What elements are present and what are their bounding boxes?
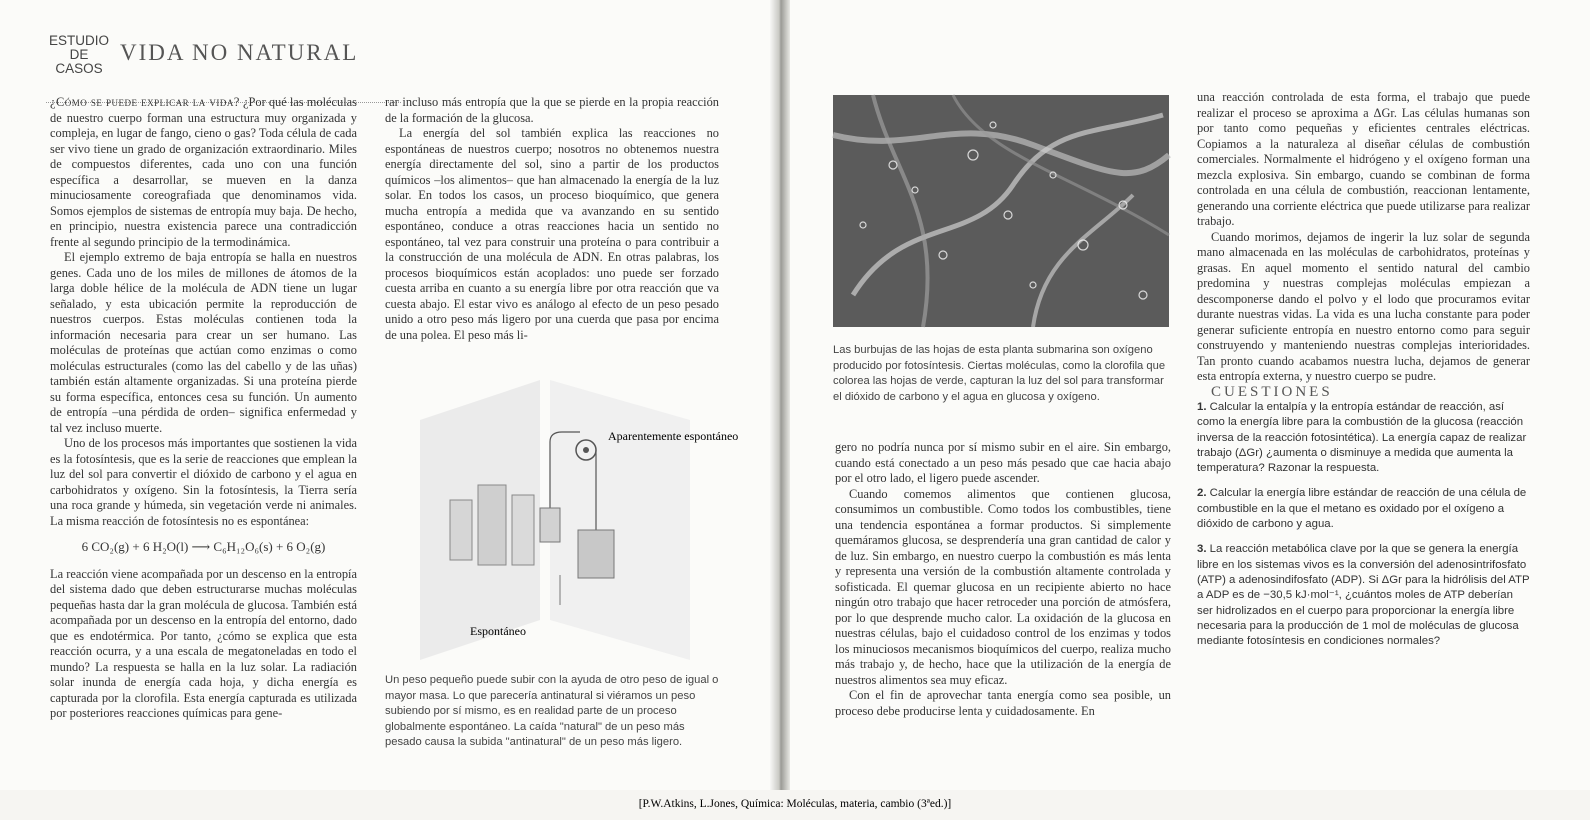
question-1 [1197, 400, 1530, 476]
question-2 [1197, 486, 1530, 532]
label-line-1: ESTUDIO [48, 33, 109, 48]
paragraph: El ejemplo extremo de baja entropía se halla en nuestros genes. Cada uno de los miles de millones de átomos de la larga doble hélice de la molécula de ADN tiene un lugar señalado, y esta ubicación permite la reproducción de nuestros cuerpos. Estas moléculas contienen toda la información necesaria para crear un ser humano. Las moléculas de proteínas que actúan como enzimas o como moléculas estructurales (como las del cabello y de las uñas) también están altamente organizadas. Si una proteína pierde su forma específica, entonces cesa su función. Un aumento de entropía –una pérdida de orden– significa enfermedad y tal vez incluso muerte. [50, 250, 357, 435]
label-line-3: CASOS [55, 61, 103, 76]
paragraph: rar incluso más entropía que la que se pierde en la propia reacción de la formación de la glucosa. [385, 95, 719, 125]
pulley-axle [583, 447, 589, 453]
question-text: Calcular la entalpía y la entropía estándar de reacción, así como la energía libre para la combustión de la glucosa (reacción inversa de la reacción fotosintética). La energía capaz de realizar trabajo (ΔGr) ¿aumenta o disminuye a medida que aumenta la temperatura? Razonar la respuesta. [1197, 401, 1527, 475]
pulley-diagram [400, 380, 739, 660]
source-citation: [P.W.Atkins, L.Jones, Química: Moléculas, materia, cambio (3ªed.)] [638, 798, 952, 810]
question-3 [1197, 542, 1530, 649]
question-number: 1. [1197, 401, 1207, 413]
paragraph: La energía del sol también explica las reacciones no espontáneas de nuestros cuerpo; nosotros no obtenemos nuestra energía directamente del sol, sino a partir de los productos químicos –los alimentos– que han almacenado la energía de la luz solar. En todos los casos, un proceso bioquímico, que genera mucha entropía a medida que va avanzando en su sentido espontáneo, conduce a otras reacciones hacia un sentido no espontáneo, tal vez para construir una proteína o para contribuir a la construcción de una molécula de ADN. En otras palabras, los procesos bioquímicos están acoplados: uno puede ser forzado cuesta arriba en cuanto a su energía libre por otra reacción que va cuesta abajo. El estar vivo es análogo al efecto de un peso pesado unido a otro peso más ligero por una cuerda que pasa por encima de una polea. El peso más li- [385, 126, 719, 342]
paragraph: Cuando morimos, dejamos de ingerir la luz solar de segunda mano almacenada en las moléculas de carbohidratos, proteínas y grasas. En aquel momento el sentido natural del cambio predomina y nuestras complejas moléculas empiezan a descomponerse dando el polvo y el lodo que procuramos evitar durante nuestras vidas. La vida es una lucha constante para poder generar suficiente entropía en nuestro entorno como para seguir construyendo y manteniendo nuestras complejas interioridades. Tan pronto cuando acabamos nuestra lucha, dejamos de generar esta entropía externa, y nuestro cuerpo se pudre. [1197, 229, 1530, 383]
label-apparently-spontaneous: Aparentemente espontáneo [608, 429, 739, 443]
column-2 [385, 95, 719, 343]
weight-light-a [450, 500, 472, 560]
paragraph: La reacción viene acompañada por un descenso en la entropía del sistema dado que deben estructurarse muchas moléculas pequeñas hasta dar la gran molécula de glucosa. También está acompañada por un descenso en la entropía del entorno, dado que es endotérmica. Por tanto, ¿cómo se explica que esta reacción ocurra, y a una escala de megatoneladas en todo el mundo? La respuesta se halla en la luz solar. La radiación solar inunda de energía cada hoja, y dicha energía es capturada por la clorofila. Esta energía capturada es utilizada por posteriores reacciones químicas para gene- [50, 566, 357, 720]
paragraph: Uno de los procesos más importantes que sostienen la vida es la fotosíntesis, que es la serie de reacciones que emplean la luz del sol para convertir el dióxido de carbono y el agua en carbohidratos y oxígeno. Sin la fotosíntesis, la Tierra sería una roca grande y húmeda, sin vegetación verde ni animales. La misma reacción de fotosíntesis no es espontánea: [50, 436, 357, 528]
paragraph: una reacción controlada de esta forma, el trabajo que puede realizar el proceso se aproxima a ΔGr. Las células humanas son por tanto como pequeñas y eficientes centrales eléctricas. Copiamos a la naturaleza al diseñar células de combustión comerciales. Normalmente el hidrógeno y el oxígeno forman una mezcla explosiva. Sin embargo, cuando se combinan de forma controlada en una célula de combustión, reaccionan lentamente, generando una corriente eléctrica que puede utilizarse para realizar trabajo. [1197, 90, 1530, 228]
underwater-plant-photo [833, 95, 1169, 327]
pulley-figure [400, 380, 739, 660]
question-number: 3. [1197, 543, 1207, 556]
question-text: Calcular la energía libre estándar de reacción de una célula de combustible en la que el metano es oxidado por el oxígeno a dióxido de carbono y agua. [1197, 487, 1527, 531]
figure-caption-photo: Las burbujas de las hojas de esta planta submarina son oxígeno producido por fotosíntesis. Ciertas moléculas, como la clorofila que colorea las hojas de verde, capturan la luz del sol para transformar el dióxido de carbono y el agua en glucosa y oxígeno. [833, 344, 1166, 403]
column-1 [50, 95, 357, 722]
question-text: La reacción metabólica clave por la que se genera la energía libre en los sistemas vivos es la conversión del adenosintrifosfato (ATP) a adenosindifosfato (ADP). Si ΔGr para la hidrólisis del ATP a ADP es de −30,5 kJ·mol⁻¹, ¿cuántos moles de ATP deberían ser hidrolizados en el cuerpo para proporcionar la energía libre necesaria para la producción de 1 mol de moléculas de glucosa mediante fotosíntesis en condiciones normales? [1197, 543, 1530, 648]
paragraph: gero no podría nunca por sí mismo subir en el aire. Sin embargo, cuando está conectado a un peso más pesado que cae hacia abajo por el otro lado, el ligero puede ascender. [835, 440, 1171, 485]
photo-image [833, 95, 1169, 327]
weight-small [540, 508, 560, 542]
column-4 [1197, 90, 1530, 659]
weight-light-c [512, 495, 534, 565]
section-title: VIDA NO NATURAL [120, 40, 359, 65]
column-3 [835, 440, 1171, 719]
paragraph: Con el fin de aprovechar tanta energía como sea posible, un proceso debe producirse lenta y cuidadosamente. En [835, 688, 1171, 718]
label-line-2: DE [69, 47, 89, 62]
paragraph: Cuando comemos alimentos que contienen glucosa, consumimos un combustible. Como todos los combustibles, tiene una tendencia espontánea a formar productos. Si simplemente quemáramos glucosa, se desprendería una gran cantidad de calor y de luz. Sin embargo, en nuestro cuerpo la combustión es más lenta y representa una versión de la combustión altamente controlada y sofisticada. El quemar glucosa en un recipiente abierto no hace ningún otro trabajo que hacer retroceder una porción de atmósfera, por lo que desprende mucho calor. La oxidación de la glucosa en nuestras células, bajo el cuidadoso control de los enzimas y todos los minuciosos mecanismos bioquímicos del cuerpo, realiza mucho más trabajo y, de hecho, hace que la utilización de la energía de nuestros alimentos sea muy eficaz. [835, 486, 1171, 687]
weight-light-b [478, 485, 506, 565]
weight-heavy [578, 530, 614, 578]
paragraph [50, 95, 357, 250]
photosynthesis-equation: 6 CO₂(g) + 6 H₂O(l) ⟶ C₆H₁₂O₆(s) + 6 O₂(g) [81, 539, 326, 554]
case-study-label [46, 34, 112, 76]
left-page [0, 0, 770, 790]
book-gutter [770, 0, 790, 790]
lead-in: ¿Cómo se puede explicar la vida? [50, 95, 240, 109]
backdrop-panel-right [550, 380, 690, 660]
label-spontaneous: Espontáneo [470, 624, 526, 638]
paragraph-text: ¿Por qué las moléculas de nuestro cuerpo forman una estructura muy organizada y compleja, en lugar de fango, cieno o gas? Toda célula de cada ser vivo tiene un grado de organización extraordinario. Miles de compuestos diferentes, cada uno con una función específica a desarrollar, se mueven en la danza minuciosamente coreografiada que denominamos vida. Somos ejemplos de sistemas de entropía muy baja. De hecho, en principio, nuestra existencia parece una contradicción frente al segundo principio de la termodinámica. [50, 95, 357, 249]
section-header [46, 34, 376, 82]
questions-heading: CUESTIONES [1211, 383, 1333, 400]
question-number: 2. [1197, 487, 1207, 500]
figure-caption-pulley: Un peso pequeño puede subir con la ayuda de otro peso de igual o mayor masa. Lo que parecería antinatural si viéramos un peso subiendo por sí mismo, es en realidad parte de un proceso globalmente espontáneo. La caída "natural" de un peso más pesado causa la subida "antinatural" de un peso más ligero. [385, 674, 719, 748]
